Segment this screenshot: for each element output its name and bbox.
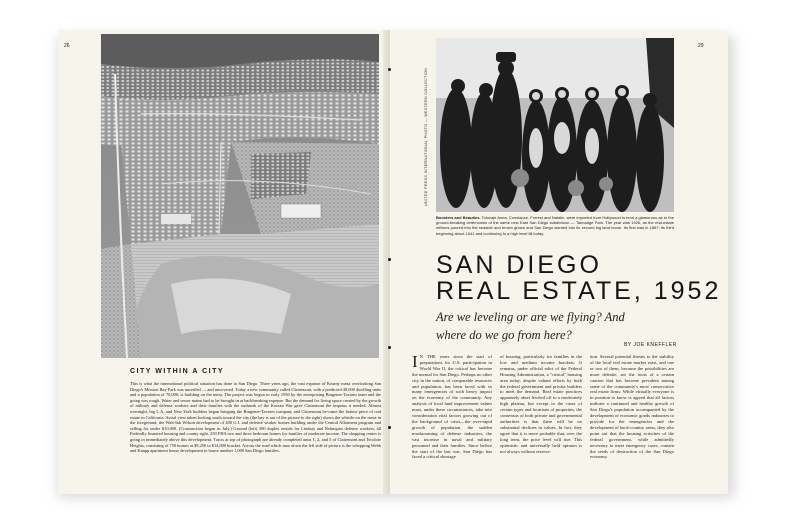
article-subtitle: [436, 308, 686, 344]
aerial-photo-image: [101, 34, 379, 358]
binding-dot: [388, 258, 391, 261]
left-page-number: 26: [64, 43, 70, 49]
binding-dot: [388, 346, 391, 349]
article-column-3: tion. Several potential threats to the stability of the local real estate market exist, and one or two of them, because the possibilities are more definite, are the roots of a certain caution that has become prevalent among some of the community's more conservative real estate firms. While virtually everyone is in position to know is agreed that all factors indicate a continued and healthy growth of San Diego's population accompanied by the development of economic goods industries to provide for the emergencies and the development of back-country areas, they also point out that the housing activities of the federal government, while admittedly necessary to meet emergency cases, contain the seeds of destruction of the San Diego economy.: [590, 354, 674, 460]
caption-text: Tolovaje Anna, Constance, Forrest and Natalie, were imported from Hollywood to lend a glamorous air to the ground-breaking ceremonies of the same new East San Diego subdivision — Talmadge Park. The year was 1926, as the real-estate millions poured into the seaside and brown grown and San Diego wanted into its second big land boom. Its first was in 1887; its third beginning about 1941 and continuing to a high level till today.: [436, 215, 674, 236]
left-body-text: This is what the international political situation has done to San Diego. Three years ago, the vast expanse of Kearny mesa overlooking San Diego's Mission Bay Park was unsettled — and uncovered. Today a new community called Clairemont, with a predicted 40,000 dwelling units and a population of 70,000, is building on the mesa. The project was begun in early 1950 by the enterprising Burgener-Tavares team and the going was rough. Water and sewer mains had to be brought in at backbreaking expense. But the demand for living space created by the growth of military and defense workers and their families with the outbreak of the Korean War gave Clairemont the impetus it needed. Almost overnight, big L.A. and New York builders began bringing the Burgener-Tavares company and Clairemont be-came the hottest piece of real estate in California. Aerial view taken looking south toward the city (the bay is out of the picture to the right) shows the whistle-on the mesa in the foreground; the Walt-Ink Wilson development of 400 G.I. and defense worker homes building under the Central Allotment program and selling for under $10,000. (Construction began in July.) Ground (left) 300 duplex rentals for Lindsay and Rehnquist defense workers, all Federally financed housing and county right, 250 FHA two and three bedroom homes for families of moderate income. The shopping center is going in immediately above this development. Tracts at top of photograph are already completed units 1, 2, and 5 of Clairemont and Tecolote Heights, consisting of 750 homes at $9,250 to $14,000 bracket. Across the road which runs down the left side of picture is the whopping Webb and Knapp apartment house development to house another 1,000 San Diego families.: [130, 381, 381, 454]
article-column-1: [412, 354, 492, 494]
title-line-2: REAL ESTATE, 1952: [436, 277, 722, 305]
binding-dot: [388, 426, 391, 429]
historic-photo: [436, 38, 674, 212]
article-column-2: of housing, particularly for families in the low and medium income brackets. It remains, under official edict of the Federal Housing Administration, a "critical" housing area today, despite valiant efforts by both the federal government and private builders to meet the demand. Real estate practices apparently abort leveled off to a moderately high plateau, but except in the cases of certain types and locations of properties, the consensus of both private and governmental authorities is that there will be no substantial declines in values. In fact, they agree that it is more probable that, over the long term, the price level will rise. This optimistic and universally held opinion is not always without reserva-: [500, 354, 582, 454]
title-line-1: SAN DIEGO: [436, 251, 602, 279]
aerial-photo: [101, 34, 379, 358]
left-page: [58, 30, 397, 494]
subtitle-line-2: where do we go from here?: [436, 328, 572, 342]
drop-cap: I: [412, 354, 418, 371]
section-heading: CITY WITHIN A CITY: [130, 368, 225, 375]
article-title: [436, 252, 721, 304]
caption-lead: Boosters and Beauties.: [436, 215, 481, 220]
column-1-text: N THE years since the start of preparations for U.S. participation in World War II, the critical has become the normal for San Diego. Perhaps no other city in the nation, of comparable resources and population, has been faced with so many emergencies of such heavy impact on the economy of the community. Any analysis of local land improvement values must, under these circumstances, take into consideration vital factors growing out of the background of crisis—the over-rapid growth of population, the sudden mushrooming of defense industries, the vast increase in naval and military personnel and their families. Since before the start of the last war, San Diego has faced a critical shortage: [412, 354, 492, 460]
right-page-number: 29: [698, 43, 704, 49]
subtitle-line-1: Are we leveling or are we flying? And: [436, 310, 625, 324]
photo-credit: UNITED PRESS INTERNATIONAL PHOTO — WESTERN COLLECTION: [424, 67, 428, 206]
binding-dot: [388, 68, 391, 71]
historic-photo-caption: [436, 215, 674, 236]
right-page: [390, 30, 728, 494]
byline: BY JOE KNEFFLER: [624, 342, 677, 348]
historic-photo-image: [436, 38, 674, 212]
